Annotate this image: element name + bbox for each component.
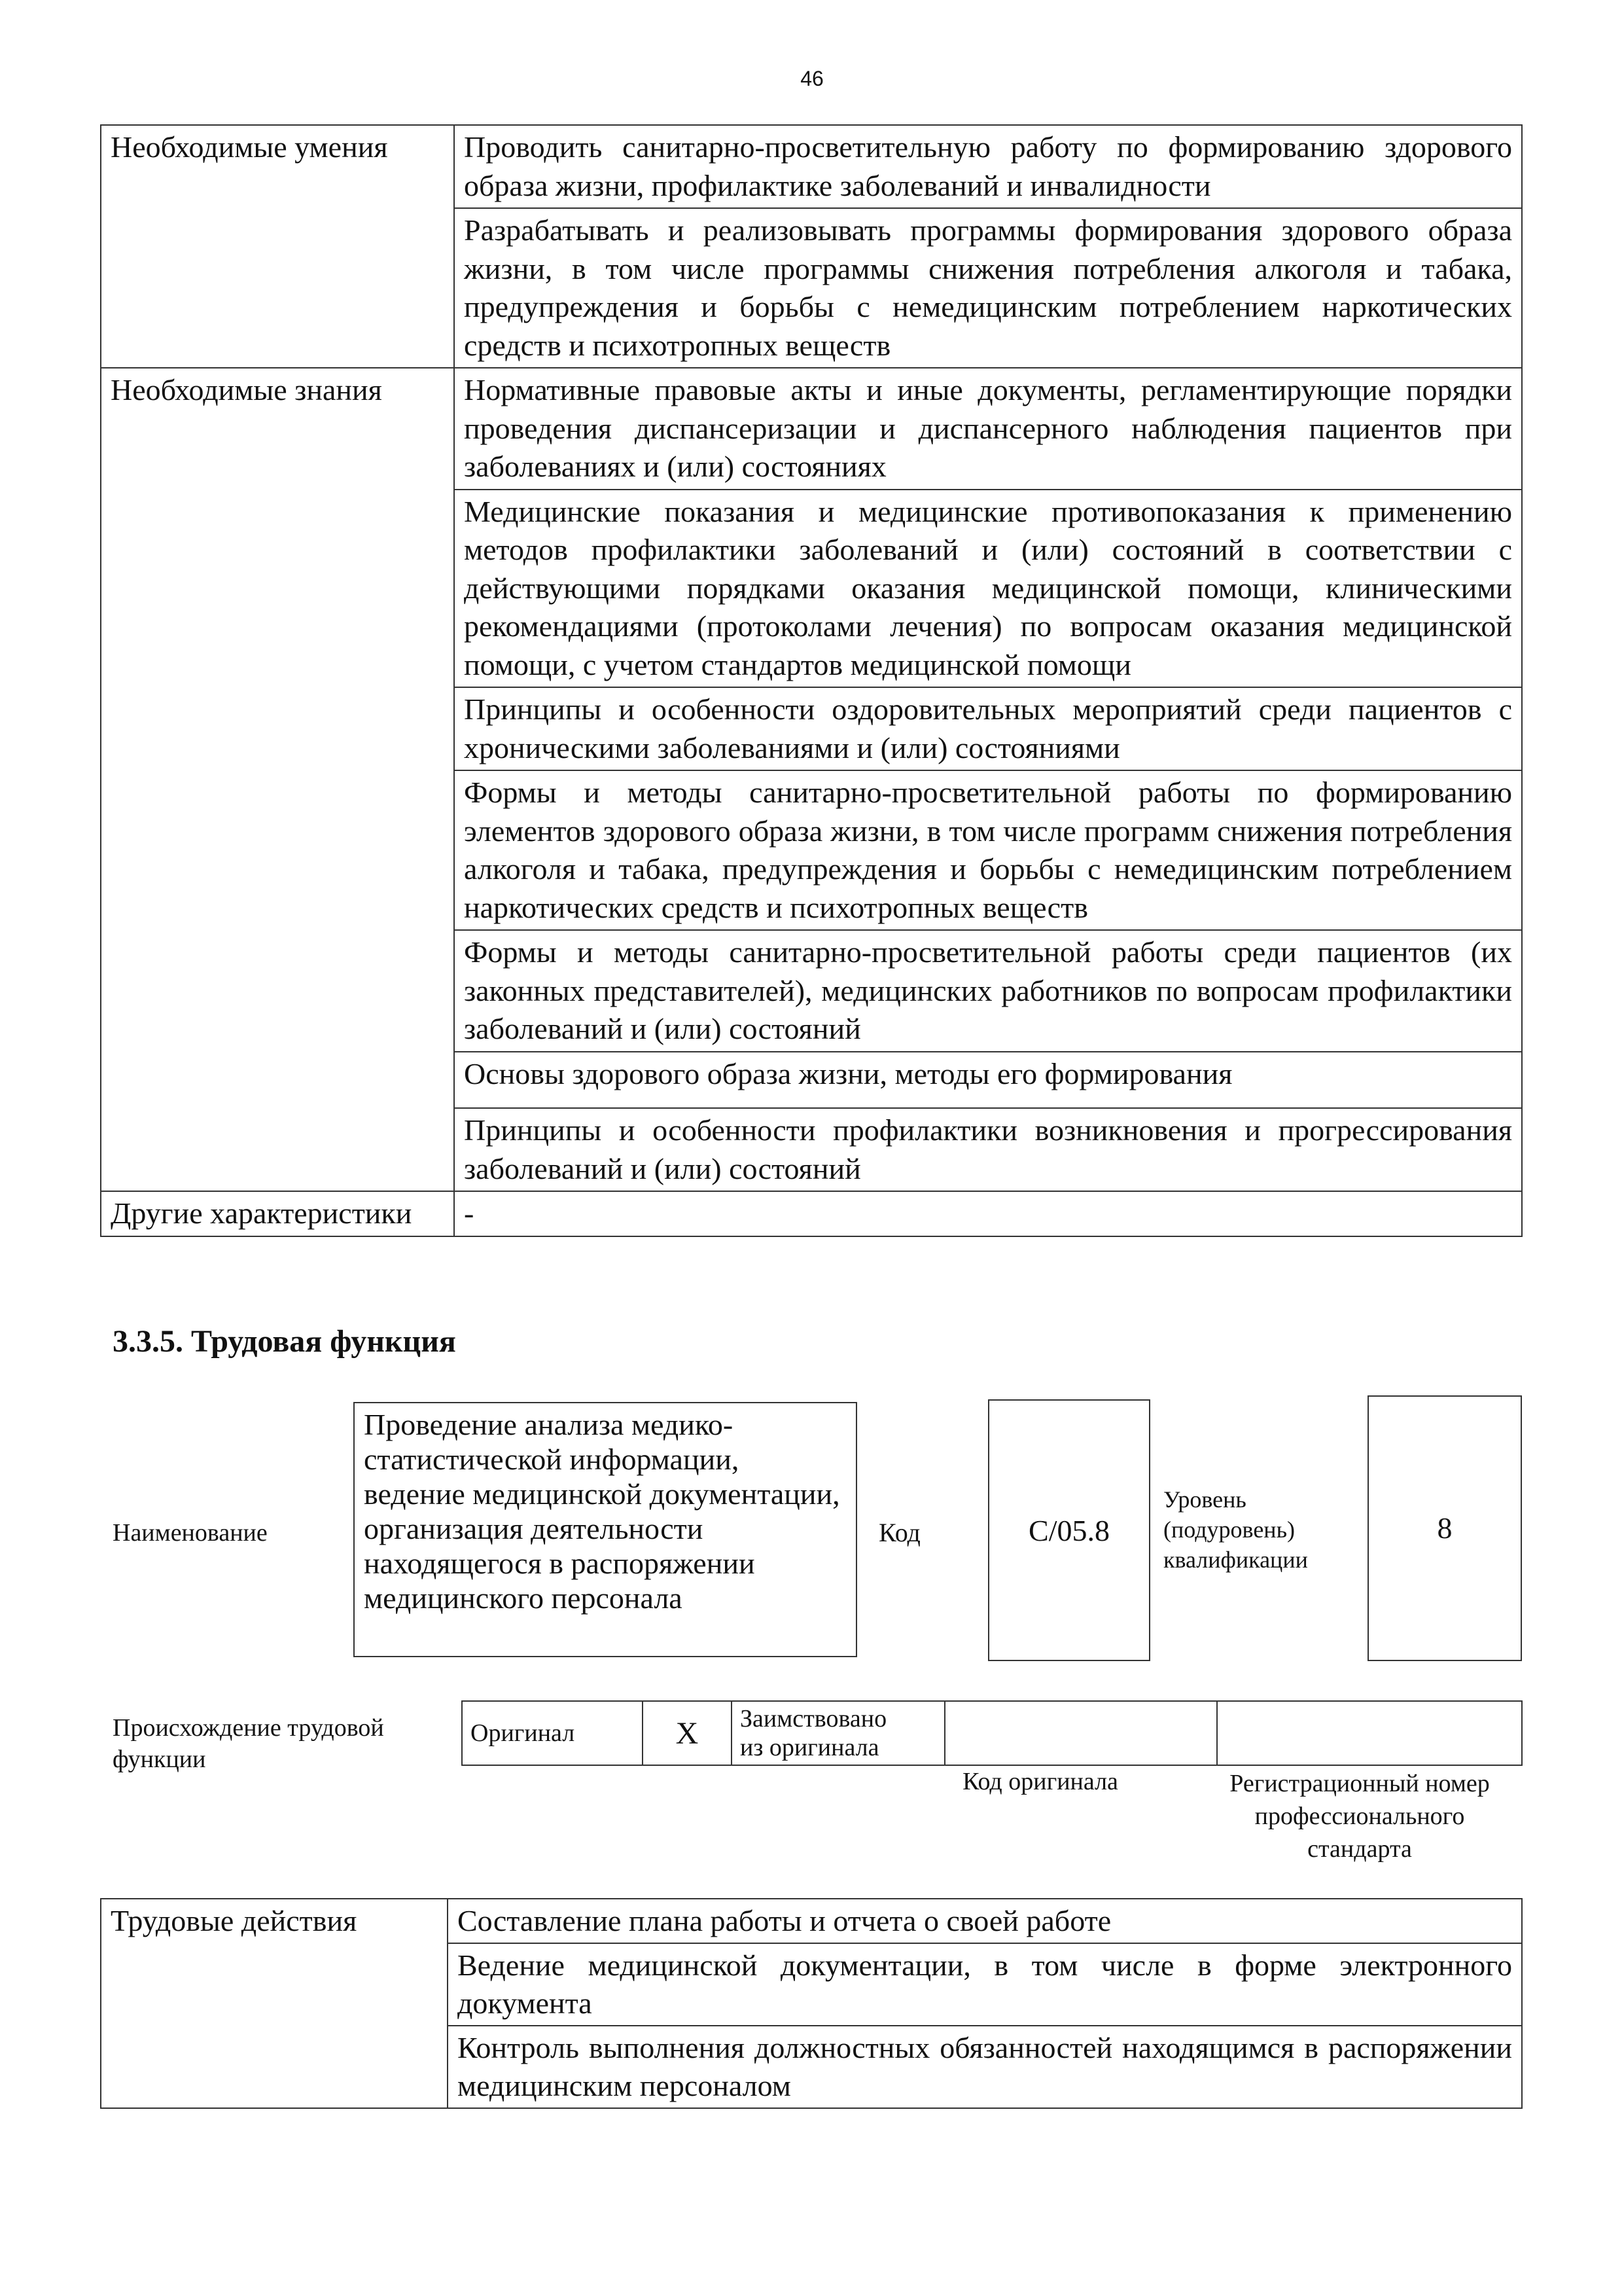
knowledge-item: Формы и методы санитарно-просветительной работы среди пациентов (их законных представителей), медицинских работников по вопросам профилактики заболеваний и (или) состояний	[454, 930, 1522, 1052]
page-number: 46	[800, 67, 824, 90]
code-value: C/05.8	[1029, 1513, 1110, 1547]
level-label-line: Уровень	[1163, 1486, 1246, 1513]
borrowed-label-line: Заимствовано	[740, 1705, 887, 1732]
registration-caption-line: стандарта	[1307, 1835, 1412, 1863]
action-item: Контроль выполнения должностных обязанностей находящимся в распоряжении медицинским персоналом	[448, 2026, 1522, 2108]
original-code-cell	[945, 1701, 1217, 1765]
table-row	[101, 1191, 1522, 1236]
knowledge-item: Формы и методы санитарно-просветительной работы по формированию элементов здорового образа жизни, в том числе программ снижения потребления алкоголя и табака, предупреждения и борьбы с немедицинским потреблением наркотических средств и психотропных веществ	[454, 770, 1522, 930]
level-label	[1163, 1484, 1308, 1575]
level-label-line: (подуровень)	[1163, 1516, 1295, 1543]
registration-caption	[1197, 1767, 1522, 1865]
skill-item: Разрабатывать и реализовывать программы формирования здорового образа жизни, в том числе программы снижения потребления алкоголя и табака, предупреждения и борьбы с немедицинским потреблением наркотических средств и психотропных веществ	[454, 208, 1522, 368]
skill-item: Проводить санитарно-просветительную работу по формированию здорового образа жизни, профилактике заболеваний и инвалидности	[454, 125, 1522, 208]
borrowed-label	[732, 1701, 945, 1765]
row-label-actions: Трудовые действия	[101, 1899, 448, 2108]
registration-number-cell	[1217, 1701, 1522, 1765]
table-row	[462, 1701, 1522, 1765]
table-row	[101, 1899, 1522, 1943]
knowledge-item: Принципы и особенности профилактики возникновения и прогрессирования заболеваний и (или) состояний	[454, 1108, 1522, 1191]
code-label: Код	[879, 1518, 921, 1547]
registration-caption-line: Регистрационный номер	[1229, 1770, 1490, 1797]
section-heading: 3.3.5. Трудовая функция	[113, 1324, 456, 1359]
original-code-caption: Код оригинала	[962, 1768, 1118, 1795]
row-label-skills: Необходимые умения	[101, 125, 454, 368]
table-row	[101, 125, 1522, 208]
origin-label-line: Происхождение трудовой	[113, 1714, 384, 1742]
origin-table	[461, 1700, 1523, 1766]
original-label: Оригинал	[462, 1701, 643, 1765]
function-name-box: Проведение анализа медико-статистической информации, ведение медицинской документации, организация деятельности находящегося в распоряжении медицинского персонала	[353, 1402, 857, 1657]
table-row	[101, 368, 1522, 490]
original-mark: X	[643, 1701, 732, 1765]
level-box	[1368, 1395, 1522, 1661]
other-item: -	[454, 1191, 1522, 1236]
code-box	[988, 1399, 1150, 1661]
knowledge-item: Медицинские показания и медицинские противопоказания к применению методов профилактики заболеваний и (или) состояний в соответствии с действующими порядками оказания медицинской помощи, клиническими рекомендациями (протоколами лечения) по вопросам оказания медицинской помощи, с учетом стандартов медицинской помощи	[454, 490, 1522, 688]
labor-actions-table	[100, 1898, 1523, 2109]
row-label-knowledge: Необходимые знания	[101, 368, 454, 1191]
level-value: 8	[1437, 1511, 1453, 1545]
action-item: Составление плана работы и отчета о своей работе	[448, 1899, 1522, 1943]
registration-caption-line: профессионального	[1254, 1803, 1465, 1830]
knowledge-item: Нормативные правовые акты и иные документы, регламентирующие порядки проведения диспансеризации и диспансерного наблюдения пациентов при заболеваниях и (или) состояниях	[454, 368, 1522, 490]
knowledge-item: Основы здорового образа жизни, методы его формирования	[454, 1052, 1522, 1109]
origin-label	[113, 1712, 384, 1775]
origin-label-line: функции	[113, 1746, 206, 1773]
name-label: Наименование	[113, 1519, 268, 1547]
level-label-line: квалификации	[1163, 1547, 1308, 1573]
skills-knowledge-table	[100, 124, 1523, 1237]
action-item: Ведение медицинской документации, в том числе в форме электронного документа	[448, 1943, 1522, 2026]
knowledge-item: Принципы и особенности оздоровительных мероприятий среди пациентов с хроническими заболеваниями и (или) состояниями	[454, 687, 1522, 770]
row-label-other: Другие характеристики	[101, 1191, 454, 1236]
borrowed-label-line: из оригинала	[740, 1734, 879, 1761]
